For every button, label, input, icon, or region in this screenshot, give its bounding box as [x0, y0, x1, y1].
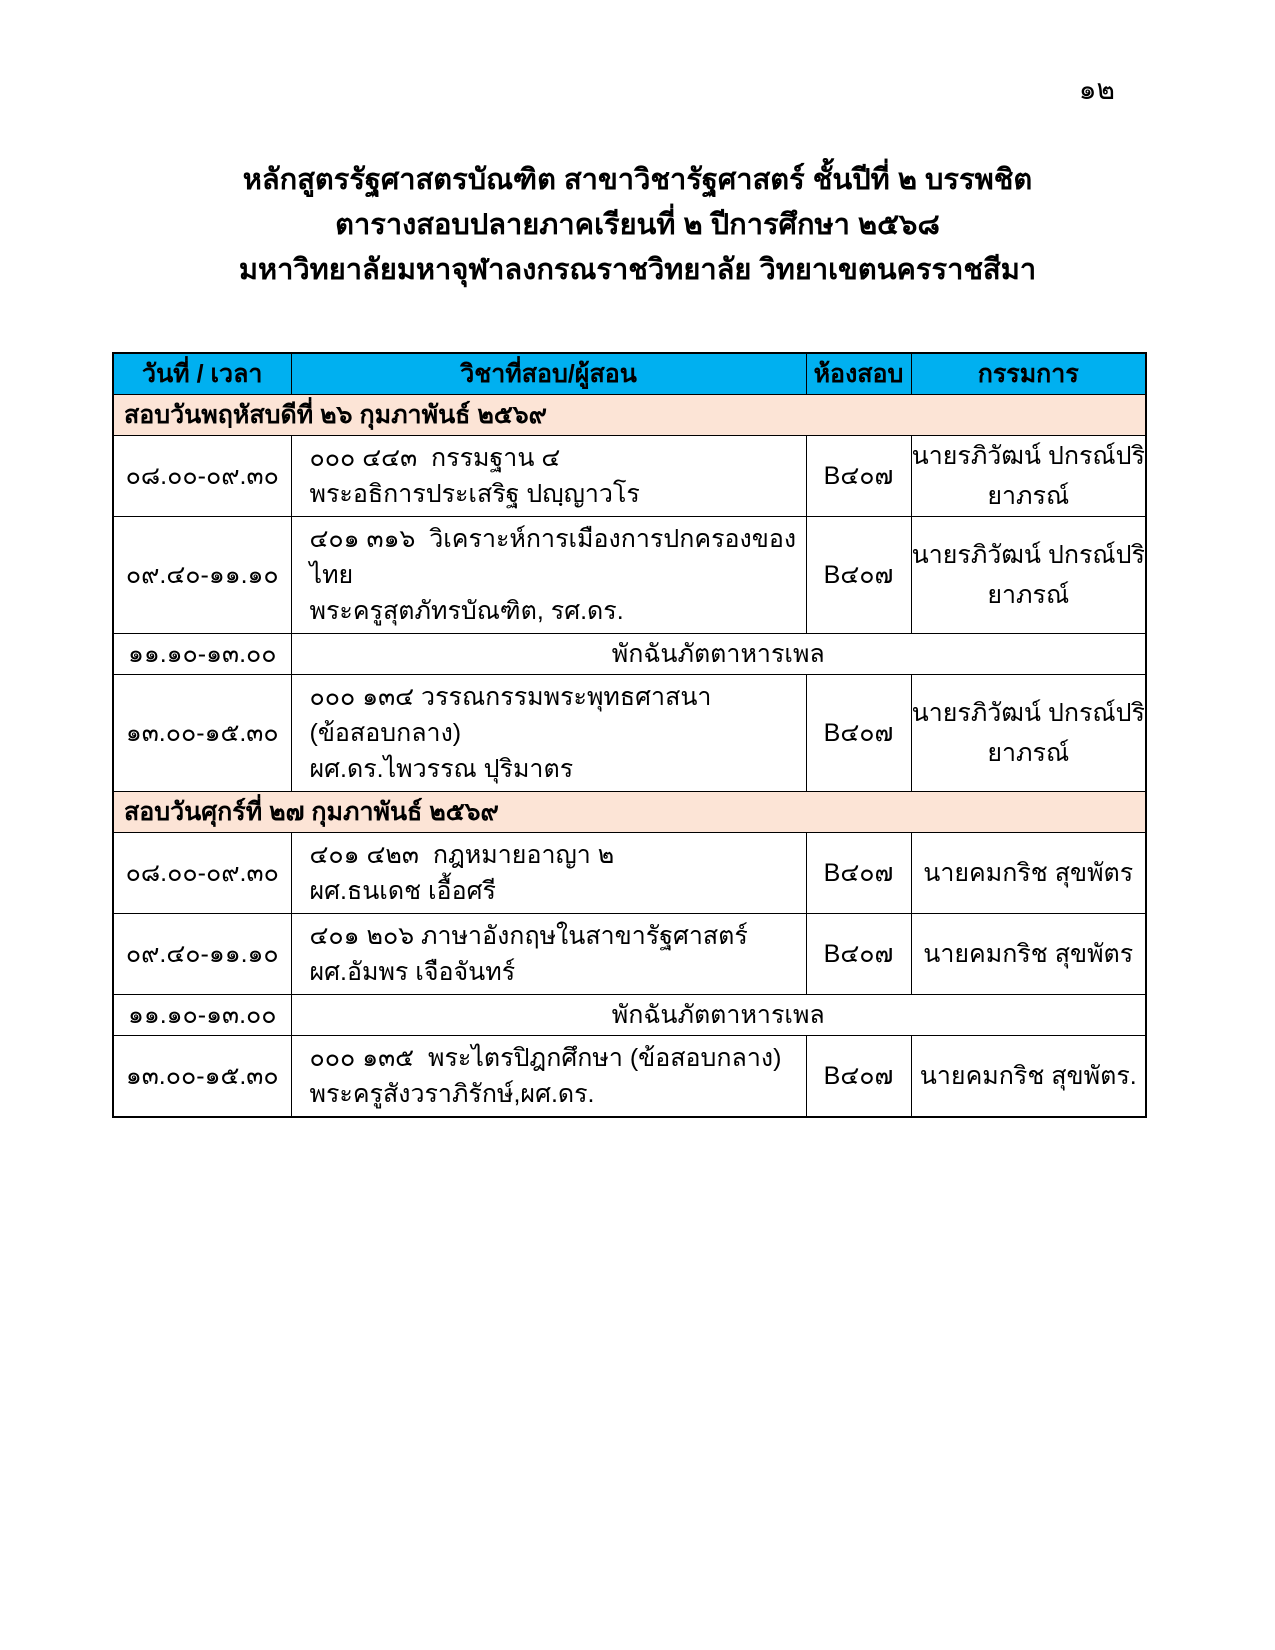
instructor-name: พระครูสุตภัทรบัณฑิต, รศ.ดร. [309, 597, 624, 625]
exam-schedule-table [112, 352, 1147, 1118]
table-header-row [113, 353, 1146, 395]
column-header-exam-room: ห้องสอบ [806, 353, 911, 395]
break-time: ๑๑.๑๐-๑๓.๐๐ [113, 634, 291, 675]
title-line-schedule: ตารางสอบปลายภาคเรียนที่ ๒ ปีการศึกษา ๒๕๖๘ [335, 209, 940, 241]
exam-time: ๑๓.๐๐-๑๕.๓๐ [113, 1036, 291, 1118]
exam-time: ๐๙.๔๐-๑๑.๑๐ [113, 517, 291, 634]
lunch-break-row [113, 995, 1146, 1036]
instructor-name: พระครูสังวราภิรักษ์,ผศ.ดร. [309, 1080, 595, 1108]
subject-code-name: ๔๐๑ ๒๐๖ ภาษาอังกฤษในสาขารัฐศาสตร์ [309, 922, 748, 950]
document-title [0, 158, 1275, 293]
section-header-row [113, 792, 1146, 833]
exam-row [113, 833, 1146, 914]
subject-code-name: ๔๐๑ ๓๑๖ วิเคราะห์การเมืองการปกครองของไทย [309, 525, 797, 589]
exam-room: B๔๐๗ [806, 517, 911, 634]
exam-subject-cell [291, 914, 806, 995]
section-date-title: สอบวันศุกร์ที่ ๒๗ กุมภาพันธ์ ๒๕๖๙ [113, 792, 1146, 833]
exam-row [113, 914, 1146, 995]
break-label: พักฉันภัตตาหารเพล [291, 634, 1146, 675]
exam-subject-cell [291, 1036, 806, 1118]
title-line-program: หลักสูตรรัฐศาสตรบัณฑิต สาขาวิชารัฐศาสตร์ ชั้นปีที่ ๒ บรรพชิต [242, 164, 1033, 196]
exam-room: B๔๐๗ [806, 914, 911, 995]
committee-name: นายคมกริช สุขพัตร [911, 833, 1146, 914]
exam-room: B๔๐๗ [806, 1036, 911, 1118]
break-time: ๑๑.๑๐-๑๓.๐๐ [113, 995, 291, 1036]
exam-time: ๐๘.๐๐-๐๙.๓๐ [113, 833, 291, 914]
instructor-name: ผศ.ดร.ไพวรรณ ปุริมาตร [309, 755, 574, 783]
instructor-name: ผศ.ธนเดช เอื้อศรี [309, 877, 496, 905]
exam-row [113, 675, 1146, 792]
exam-subject-cell [291, 517, 806, 634]
exam-row [113, 1036, 1146, 1118]
exam-room: B๔๐๗ [806, 833, 911, 914]
exam-time: ๑๓.๐๐-๑๕.๓๐ [113, 675, 291, 792]
instructor-name: ผศ.อัมพร เจือจันทร์ [309, 958, 516, 986]
committee-name: นายรภิวัฒน์ ปกรณ์ปริยาภรณ์ [911, 675, 1146, 792]
column-header-date-time: วันที่ / เวลา [113, 353, 291, 395]
subject-code-name: ๐๐๐ ๑๓๕ พระไตรปิฎกศึกษา (ข้อสอบกลาง) [309, 1044, 782, 1072]
column-header-subject-instructor: วิชาที่สอบ/ผู้สอน [291, 353, 806, 395]
exam-subject-cell [291, 675, 806, 792]
exam-room: B๔๐๗ [806, 436, 911, 517]
exam-row [113, 517, 1146, 634]
exam-row [113, 436, 1146, 517]
committee-name: นายรภิวัฒน์ ปกรณ์ปริยาภรณ์ [911, 436, 1146, 517]
page-number: ๑๒ [1078, 74, 1115, 105]
instructor-name: พระอธิการประเสริฐ ปญฺญาวโร [309, 480, 640, 508]
exam-subject-cell [291, 833, 806, 914]
exam-time: ๐๙.๔๐-๑๑.๑๐ [113, 914, 291, 995]
committee-name: นายคมกริช สุขพัตร [911, 914, 1146, 995]
subject-code-name: ๔๐๑ ๔๒๓ กฎหมายอาญา ๒ [309, 841, 615, 869]
committee-name: นายรภิวัฒน์ ปกรณ์ปริยาภรณ์ [911, 517, 1146, 634]
title-line-university: มหาวิทยาลัยมหาจุฬาลงกรณราชวิทยาลัย วิทยาเขตนครราชสีมา [238, 254, 1037, 286]
exam-time: ๐๘.๐๐-๐๙.๓๐ [113, 436, 291, 517]
subject-code-name: ๐๐๐ ๔๔๓ กรรมฐาน ๔ [309, 444, 561, 472]
column-header-committee: กรรมการ [911, 353, 1146, 395]
exam-room: B๔๐๗ [806, 675, 911, 792]
lunch-break-row [113, 634, 1146, 675]
section-header-row [113, 395, 1146, 436]
subject-code-name: ๐๐๐ ๑๓๔ วรรณกรรมพระพุทธศาสนา (ข้อสอบกลาง) [309, 683, 719, 747]
exam-subject-cell [291, 436, 806, 517]
break-label: พักฉันภัตตาหารเพล [291, 995, 1146, 1036]
committee-name: นายคมกริช สุขพัตร. [911, 1036, 1146, 1118]
section-date-title: สอบวันพฤหัสบดีที่ ๒๖ กุมภาพันธ์ ๒๕๖๙ [113, 395, 1146, 436]
